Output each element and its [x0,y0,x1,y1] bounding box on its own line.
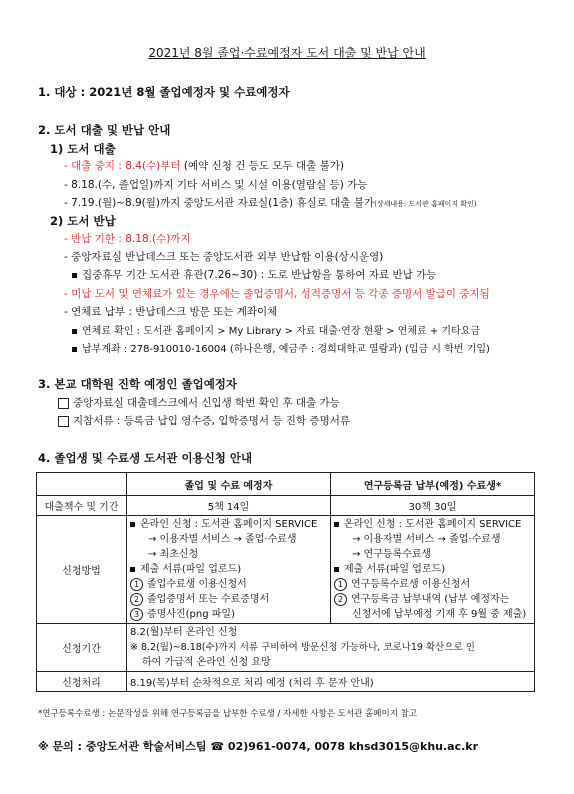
period-line-3: 하여 가급적 온라인 신청 요망 [142,657,271,668]
loan-stop-line [64,158,344,173]
row-label-method: 신청방법 [37,516,127,624]
method-path-1: → 이용자별 서비스 → 졸업·수료생 [148,534,297,545]
doc-item-note: 신청서에 납부예정 기재 후 9월 중 제출) [352,609,527,620]
table-header-row [37,473,535,496]
section-alumni: 4. 졸업생 및 수료생 도서관 이용신청 안내 [38,451,253,465]
row-label-period: 신청기간 [37,624,127,672]
fine-check-text: 연체료 확인 : 도서관 홈페이지 > My Library > 자료 대출·연장 현황 > 연체료 + 기타요금 [82,326,481,337]
table-row [37,516,535,624]
loan-stop-date: - 대출 중지 : 8.4(수)부터 [64,160,181,172]
method-docs-text: 제출 서류(파일 업로드) [344,564,446,575]
holiday-line [72,267,436,282]
grad-docs-line [58,413,350,428]
table-header-research: 연구등록금 납부(예정) 수료생* [331,473,535,496]
circled-number-icon: 2 [334,593,347,606]
method-docs-text: 제출 서류(파일 업로드) [140,564,242,575]
square-bullet-icon [334,522,339,527]
checkbox-square-icon [58,398,69,409]
account-text: 납부계좌 : 278-910010-16004 (하나은행, 예금주 : 경희대학교 열람과) (입금 시 학번 기입) [82,344,490,355]
holiday-text: 집중휴무 기간 도서관 휴관(7.26~30) : 도로 반납함을 통하여 자료 반납 가능 [82,269,437,281]
method-path-2: → 연구등록수료생 [352,549,432,560]
method-path-1: → 이용자별 서비스 → 졸업·수료생 [352,534,501,545]
doc-item: 증명사진(png 파일) [147,609,235,620]
method-online-text: 온라인 신청 : 도서관 홈페이지 SERVICE [140,519,318,530]
method-path-2: → 최초신청 [148,549,199,560]
square-bullet-icon [334,567,339,572]
square-bullet-icon [130,522,135,527]
method-online-text: 온라인 신청 : 도서관 홈페이지 SERVICE [344,519,522,530]
circled-number-icon: 1 [334,578,347,591]
contact-info: ※ 문의 : 중앙도서관 학술서비스팀 ☎ 02)961-0074, 0078 khsd3015@khu.ac.kr [38,740,479,753]
fine-payment: - 연체료 납부 : 반납데스크 방문 또는 계좌이체 [64,306,278,318]
period-cell [127,624,535,672]
closure-note: (상세내용: 도서관 홈페이지 확인) [374,200,477,208]
closure-line [64,195,477,210]
method-research [331,516,535,624]
checkbox-square-icon [58,416,69,427]
table-row [37,624,535,672]
table-header-empty [37,473,127,496]
section-loan-return: 2. 도서 대출 및 반납 안내 [38,123,171,137]
closure-text: - 7.19.(월)~8.9(월)까지 중앙도서관 자료실(1층) 휴실로 대출 불가 [64,197,375,209]
table-row [37,672,535,692]
circled-number-icon: 2 [130,593,143,606]
square-bullet-icon [72,329,77,334]
subsection-return: 2) 도서 반납 [50,214,116,228]
processing-cell: 8.19(목)부터 순차적으로 처리 예정 (처리 후 문자 안내) [127,672,535,692]
fine-check-line [72,322,480,337]
square-bullet-icon [130,567,135,572]
grad-loan-text: 중앙자료실 대출데스크에서 신입생 학번 확인 후 대출 가능 [73,397,340,409]
doc-item: 연구등록금 납부내역 (납부 예정자는 [351,594,510,605]
loan-stop-note: (예약 신청 건 등도 모두 대출 불가) [183,160,344,172]
doc-item: 졸업수료생 이용신청서 [147,579,247,590]
circled-number-icon: 3 [130,608,143,621]
table-row [37,496,535,516]
return-location: - 중앙자료실 반납데스크 또는 중앙도서관 외부 반납함 이용(상시운영) [64,251,384,263]
loan-research: 30책 30일 [331,496,535,516]
circled-number-icon: 1 [130,578,143,591]
overdue-warning: - 미납 도서 및 연체료가 있는 경우에는 졸업증명서, 성적증명서 등 각종 증명서 발급이 중지됨 [64,288,490,300]
doc-item: 졸업증명서 또는 수료증명서 [147,594,270,605]
page-title: 2021년 8월 졸업·수료예정자 도서 대출 및 반납 안내 [148,46,426,60]
footnote: *연구등록수료생 : 논문작성을 위해 연구등록금을 납부한 수료생 / 자세한 사항은 도서관 홈페이지 참고 [38,709,418,719]
doc-item: 연구등록수료생 이용신청서 [351,579,471,590]
row-label-loan: 대출책수 및 기간 [37,496,127,516]
grad-docs-text: 지참서류 : 등록금 납입 영수증, 입학증명서 등 진학 증명서류 [73,415,351,427]
row-label-processing: 신청처리 [37,672,127,692]
square-bullet-icon [72,347,77,352]
square-bullet-icon [72,273,77,278]
section-grad-school: 3. 본교 대학원 진학 예정인 졸업예정자 [38,377,238,391]
loan-graduates: 5책 14일 [127,496,331,516]
method-graduates [127,516,331,624]
service-line: - 8.18.(수, 졸업일)까지 기타 서비스 및 시설 이용(열람실 등) 가능 [64,179,368,191]
period-line-1: 8.2(월)부터 온라인 신청 [130,627,238,638]
return-deadline: - 반납 기한 : 8.18.(수)까지 [64,233,191,245]
section-target: 1. 대상 : 2021년 8월 졸업예정자 및 수료예정자 [38,85,290,99]
period-line-2: ※ 8.2(월)~8.18(수)까지 서류 구비하여 방문신청 가능하나, 코로나19 확산으로 인 [130,642,475,653]
account-line [72,340,490,355]
alumni-table [36,472,535,692]
grad-loan-line [58,395,340,410]
subsection-loan: 1) 도서 대출 [50,142,116,156]
table-header-graduates: 졸업 및 수료 예정자 [127,473,331,496]
